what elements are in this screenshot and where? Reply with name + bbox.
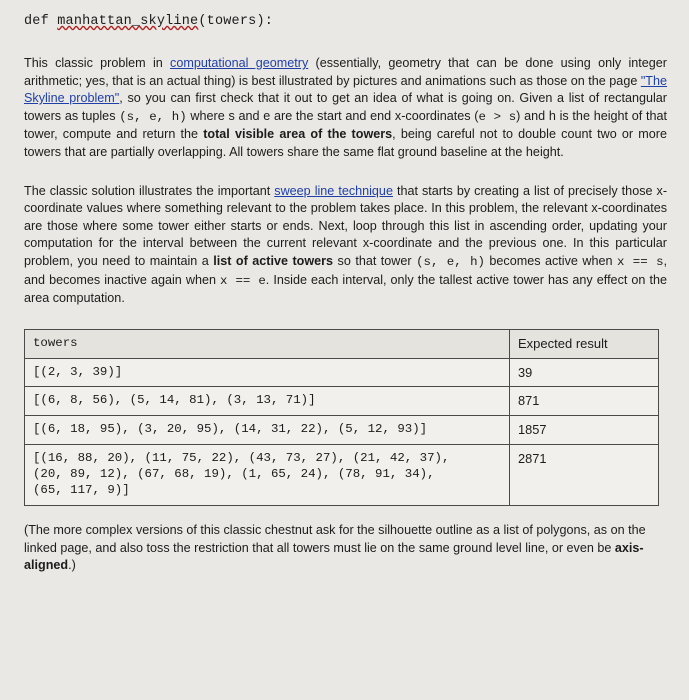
intro-paragraph [24,55,667,162]
table-header-row [25,329,659,358]
tuple-code: (s, e, h) [416,254,485,269]
text-segment: so that tower [333,253,417,268]
sweep-line-link[interactable]: sweep line technique [274,183,393,198]
text-segment: that starts by creating a list of precisely those x-coordinate values where something relevant to the problem takes place. In this problem, the relevant x-coordinates are those where some tower either starts or ends. Next, loop through this list in ascending order, updating your computation for the interval between the current relevant x-coordinate and the previous one. In this particular problem, you need to maintain a [24,183,668,268]
towers-cell: [(6, 8, 56), (5, 14, 81), (3, 13, 71)] [25,387,510,416]
text-segment: This classic problem in [24,56,171,70]
condition-code: x == s [616,254,664,269]
function-name: manhattan_skyline [57,14,199,29]
header-towers: towers [25,329,510,358]
text-segment: , being careful not to double count two or more towers that are partially overlapping. All towers share the same flat ground baseline at the height. [24,127,667,159]
test-cases-table [24,329,659,506]
table-row [25,387,659,416]
text-segment: , and becomes inactive again when [24,253,668,287]
text-segment: becomes active when [484,253,617,268]
note-paragraph [24,522,667,575]
skyline-problem-link[interactable]: "The Skyline problem" [24,73,667,106]
condition-code: x == e [220,273,266,288]
result-cell: 2871 [510,444,659,505]
table-row [25,358,659,387]
text-segment: .) [68,558,76,573]
bold-phrase: total visible area of the towers [203,127,393,142]
condition-code: e > s [478,109,517,124]
text-segment: , so you can first check that it out to get an idea of what is going on. Given a list of rectangular towers as tuples [24,91,667,123]
bold-phrase: axis-aligned [24,540,644,573]
text-segment: ) and h is the height of that tower, compute and return the [24,108,667,142]
towers-cell: [(6, 18, 95), (3, 20, 95), (14, 31, 22), (5, 12, 93)] [25,416,510,445]
bold-phrase: list of active towers [213,253,334,268]
text-segment: . Inside each interval, only the tallest active tower has any effect on the area computation. [24,272,667,306]
def-keyword: def [24,14,49,29]
text-segment: The classic solution illustrates the important [24,183,275,198]
function-params: (towers): [198,14,274,29]
result-cell: 1857 [510,416,659,445]
table-row [25,444,659,505]
towers-cell: [(16, 88, 20), (11, 75, 22), (43, 73, 27), (21, 42, 37), (20, 89, 12), (67, 68, 19), (1, 65, 24), (78, 91, 34), (65, 117, 9)] [25,444,510,505]
table-row [25,416,659,445]
solution-paragraph [24,183,667,308]
function-signature [24,14,667,29]
text-segment: where s and e are the start and end x-coordinates ( [186,108,479,123]
text-segment: (essentially, geometry that can be done using only integer arithmetic; yes, that is an actual thing) is best illustrated by pictures and animations such as those on the page [24,56,667,88]
text-segment: (The more complex versions of this classic chestnut ask for the silhouette outline as a list of polygons, as on the linked page, and also toss the restriction that all towers must lie on the same ground level line, or even be [24,522,646,555]
computational-geometry-link[interactable]: computational geometry [170,56,309,70]
towers-cell: [(2, 3, 39)] [25,358,510,387]
result-cell: 871 [510,387,659,416]
tuple-code: (s, e, h) [119,109,187,124]
header-expected-result: Expected result [510,329,659,358]
result-cell: 39 [510,358,659,387]
